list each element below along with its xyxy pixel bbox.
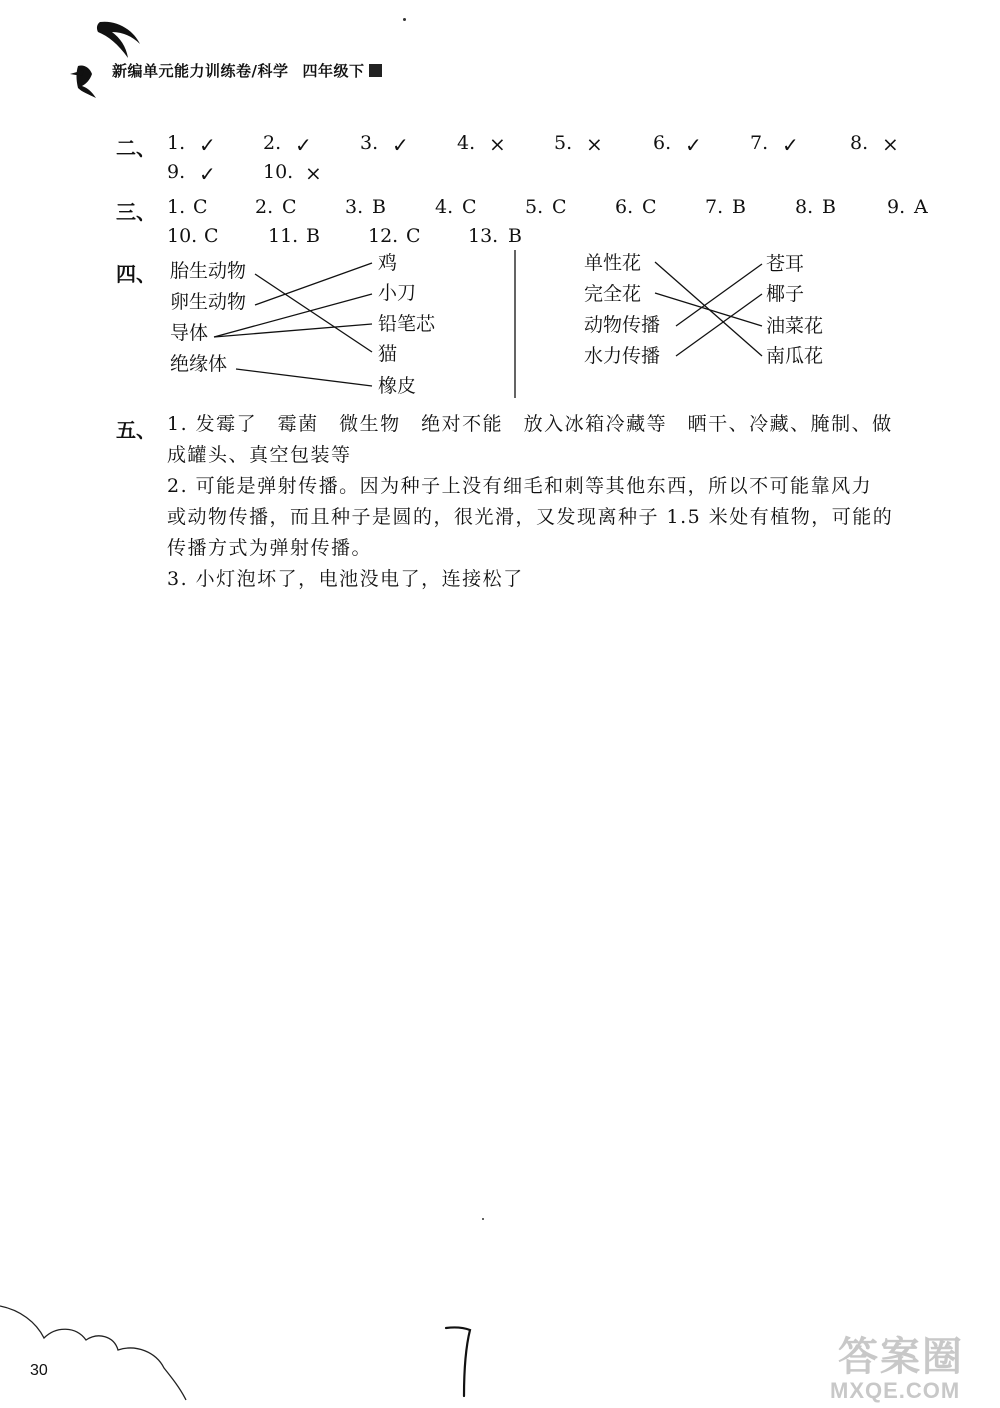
s3-ans-4: C bbox=[462, 196, 477, 218]
match-right-option-3: 油菜花 bbox=[766, 315, 824, 337]
s3-num-4: 4. bbox=[435, 196, 454, 218]
page-number: 30 bbox=[30, 1362, 48, 1379]
q2-line3: 传播方式为弹射传播。 bbox=[167, 537, 373, 559]
q3-line1: 3. 小灯泡坏了，电池没电了，连接松了 bbox=[167, 568, 524, 590]
match-right-term-3: 动物传播 bbox=[584, 314, 661, 336]
s3-ans-3: B bbox=[372, 196, 386, 218]
s3-num-12: 12. bbox=[368, 225, 399, 247]
header-subject: 科学 bbox=[257, 62, 289, 80]
s3-num-13: 13. bbox=[468, 225, 499, 247]
s3-num-10: 10. bbox=[167, 225, 198, 247]
match-left-option-4: 猫 bbox=[378, 343, 398, 365]
match-left-term-4: 绝缘体 bbox=[170, 353, 228, 375]
match-left-option-3: 铅笔芯 bbox=[378, 313, 436, 335]
matching-lines bbox=[0, 0, 1000, 420]
s3-num-5: 5. bbox=[525, 196, 544, 218]
s3-num-2: 2. bbox=[255, 196, 274, 218]
s3-ans-13: B bbox=[508, 225, 522, 247]
section4-label: 四、 bbox=[116, 262, 156, 286]
match-left-term-2: 卵生动物 bbox=[170, 291, 247, 313]
s3-num-7: 7. bbox=[705, 196, 724, 218]
match-left-option-1: 鸡 bbox=[378, 252, 398, 274]
match-left-term-1: 胎生动物 bbox=[170, 260, 247, 282]
s3-ans-12: C bbox=[406, 225, 421, 247]
match-right-term-1: 单性花 bbox=[584, 252, 642, 274]
s3-ans-1: C bbox=[193, 196, 208, 218]
section3-label: 三、 bbox=[116, 200, 156, 224]
s2-mark-1: ✓ bbox=[199, 133, 216, 157]
q2-line2: 或动物传播，而且种子是圆的，很光滑，又发现离种子 1.5 米处有植物，可能的 bbox=[167, 506, 894, 528]
s2-num-9: 9. bbox=[167, 161, 186, 183]
s2-mark-3: ✓ bbox=[392, 133, 409, 157]
q1-line2: 成罐头、真空包装等 bbox=[167, 444, 352, 466]
match-left-term-3: 导体 bbox=[170, 322, 209, 344]
s3-ans-7: B bbox=[732, 196, 746, 218]
s2-mark-10: × bbox=[305, 161, 322, 185]
handwritten-seven-mark bbox=[440, 1322, 480, 1402]
s3-num-8: 8. bbox=[795, 196, 814, 218]
s2-num-1: 1. bbox=[167, 132, 186, 154]
s3-num-1: 1. bbox=[167, 196, 186, 218]
s2-num-6: 6. bbox=[653, 132, 672, 154]
s2-num-3: 3. bbox=[360, 132, 379, 154]
watermark-bottom: MXQE.COM bbox=[830, 1378, 961, 1403]
s2-num-8: 8. bbox=[850, 132, 869, 154]
stray-dot bbox=[482, 1218, 484, 1220]
header-separator: / bbox=[251, 62, 258, 80]
match-right-option-1: 苍耳 bbox=[766, 253, 805, 275]
s3-ans-11: B bbox=[306, 225, 320, 247]
s3-ans-6: C bbox=[642, 196, 657, 218]
match-right-option-2: 椰子 bbox=[766, 283, 805, 305]
line-animal-cocklebur bbox=[676, 264, 762, 326]
line-complete-rape bbox=[655, 293, 762, 326]
section2-label: 二、 bbox=[116, 136, 156, 160]
header-grade: 四年级下 bbox=[302, 62, 365, 80]
s3-ans-2: C bbox=[282, 196, 297, 218]
s2-num-7: 7. bbox=[750, 132, 769, 154]
line-viviparous-cat bbox=[255, 274, 372, 352]
match-right-term-4: 水力传播 bbox=[584, 345, 661, 367]
s2-num-2: 2. bbox=[263, 132, 282, 154]
s3-ans-10: C bbox=[204, 225, 219, 247]
match-left-option-5: 橡皮 bbox=[378, 375, 417, 397]
s2-mark-6: ✓ bbox=[685, 133, 702, 157]
cloud-decoration-icon bbox=[0, 1296, 200, 1408]
match-right-option-4: 南瓜花 bbox=[766, 345, 824, 367]
s3-num-11: 11. bbox=[268, 225, 299, 247]
s2-num-10: 10. bbox=[263, 161, 294, 183]
s2-mark-9: ✓ bbox=[199, 162, 216, 186]
s3-ans-5: C bbox=[552, 196, 567, 218]
s3-num-6: 6. bbox=[615, 196, 634, 218]
s2-num-5: 5. bbox=[554, 132, 573, 154]
s3-num-9: 9. bbox=[887, 196, 906, 218]
match-right-term-2: 完全花 bbox=[584, 283, 642, 305]
s2-mark-4: × bbox=[489, 132, 506, 156]
s3-ans-8: B bbox=[822, 196, 836, 218]
header-series: 新编单元能力训练卷 bbox=[112, 62, 252, 80]
section5-label: 五、 bbox=[116, 418, 156, 442]
q2-line1: 2. 可能是弹射传播。因为种子上没有细毛和刺等其他东西，所以不可能靠风力 bbox=[167, 475, 873, 497]
s2-mark-2: ✓ bbox=[295, 133, 312, 157]
stray-dot bbox=[403, 18, 406, 21]
q1-line1: 1. 发霉了 霉菌 微生物 绝对不能 放入冰箱冷藏等 晒干、冷藏、腌制、做 bbox=[167, 413, 893, 435]
line-insulator-eraser bbox=[236, 369, 372, 386]
match-left-option-2: 小刀 bbox=[378, 282, 417, 304]
s2-mark-7: ✓ bbox=[782, 133, 799, 157]
s2-num-4: 4. bbox=[457, 132, 476, 154]
s3-num-3: 3. bbox=[345, 196, 364, 218]
s2-mark-8: × bbox=[882, 132, 899, 156]
s2-mark-5: × bbox=[586, 132, 603, 156]
watermark-top: 答案圈 bbox=[838, 1335, 964, 1379]
section5-answers bbox=[167, 409, 947, 595]
s3-ans-9: A bbox=[914, 196, 928, 218]
